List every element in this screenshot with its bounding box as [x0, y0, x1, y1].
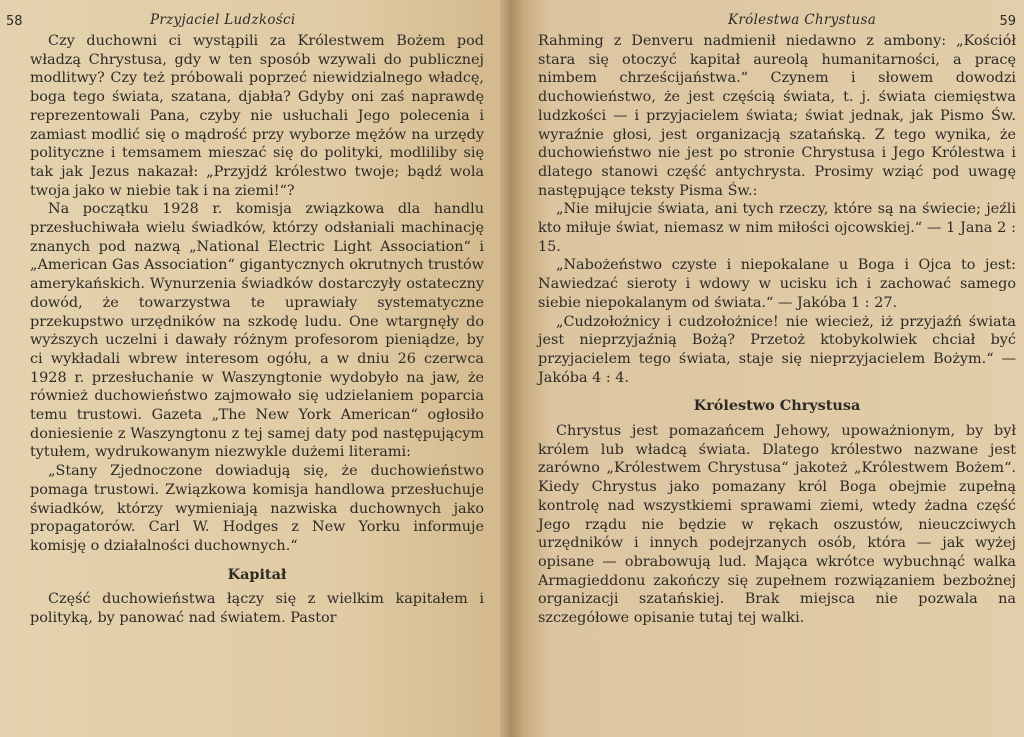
left-page-body: [30, 32, 484, 628]
scripture-quote: „Cudzołożnicy i cudzołożnice! nie wiecież, iż przyjaźń świata jest nieprzyjaźnią Bożą? Przetoż ktobykolwiek chciał być przyjacielem tego świata, staje się nieprzyjacielem Bożym.“ — Jakóba 4 : 4.: [538, 313, 1016, 386]
right-page-header: [538, 6, 1016, 32]
paragraph: Część duchowieństwa łączy się z wielkim kapitałem i polityką, by panować nad światem. Pastor: [30, 591, 484, 627]
right-page: [522, 0, 1024, 737]
section-heading: Królestwo Chrystusa: [693, 397, 861, 415]
page-number-right: 59: [999, 14, 1016, 29]
scripture-quote: „Nie miłujcie świata, ani tych rzeczy, które są na świecie; jeźli kto miłuje świat, niemasz w nim miłości ojcowskiej.“ — 1 Jana 2 : 15.: [538, 201, 1016, 255]
right-page-body: [538, 32, 1016, 628]
section-heading: Kapitał: [227, 565, 287, 583]
left-page-header: [6, 6, 484, 32]
quote-paragraph: „Stany Zjednoczone dowiadują się, że duchowieństwo pomaga trustowi. Związkowa komisja handlowa przesłuchuje świadków, którzy wymieniają nazwiska duchownych jako propagatorów. Carl W. Hodges z New Yorku informuje komisję o działalności duchownych.“: [30, 463, 484, 554]
page-number-left: 58: [6, 14, 23, 29]
book-gutter: [500, 0, 522, 737]
running-title-left: Przyjaciel Ludzkości: [150, 12, 296, 28]
paragraph: Czy duchowni ci wystąpili za Królestwem Bożem pod władzą Chrystusa, gdy w ten sposób wzywali do publicznej modlitwy? Czy też próbowali poprzeć niewidzialnego władcę, boga tego świata, szatana, djabła? Gdyby oni zaś naprawdę reprezentowali Pana, czyby nie usłuchali Jego polecenia i zamiast modlić się o mądrość przy wyborze mężów na urzędy polityczne i temsamem mieszać się do polityki, modliliby się tak jak Jezus nakazał: „Przyjdź królestwo twoje; bądź wola twoja jako w niebie tak i na ziemi!“?: [30, 33, 484, 199]
paragraph: Rahming z Denveru nadmienił niedawno z ambony: „Kościół stara się otoczyć kapitał aureolą humanitarności, a pracę nimbem chrześcijaństwa.“ Czynem i słowem dowodzi duchowieństwo, że jest częścią świata, t. j. świata ciemięstwa ludzkości — i przyjacielem świata; świat jednak, jak Pismo Św. wyraźnie głosi, jest organizacją szatańską. Z tego wynika, że duchowieństwo nie jest po stronie Chrystusa i Jego Królestwa i dlatego stanowi część antychrysta. Prosimy wziąć pod uwagę następujące teksty Pisma Św.:: [538, 33, 1016, 199]
paragraph: Na początku 1928 r. komisja związkowa dla handlu przesłuchiwała wielu świadków, którzy odsłaniali machinację znanych pod nazwą „National Electric Light Association“ i „American Gas Association“ gigantycznych okrutnych trustów amerykańskich. Wynurzenia świadków dostarczyły ostateczny dowód, że towarzystwa te uprawiały systematyczne przekupstwo urzędników na szkodę ludu. One wtargnęły do wyższych uczelni i dawały różnym profesorom pieniądze, by ci wykładali wbrew interesom ogółu, a w dniu 26 czerwca 1928 r. przesłuchanie w Waszyngtonie wydobyło na jaw, że również duchowieństwo zajmowało się udzielaniem poparcia temu trustowi. Gazeta „The New York American“ ogłosiło doniesienie z Waszyngtonu z tej samej daty pod następującym tytułem, wydrukowanym niezwykle dużemi literami:: [30, 201, 484, 461]
paragraph: Chrystus jest pomazańcem Jehowy, upoważnionym, by był królem lub władcą świata. Dlatego królestwo nazwane jest zarówno „Królestwem Chrystusa“ jakoteż „Królestwem Bożem“. Kiedy Chrystus jako pomazany król Boga obejmie zupełną kontrolę nad wszystkiemi sprawami ziemi, wtedy żadna część Jego rządu nie będzie w rękach oszustów, nieuczciwych urzędników i innych podejrzanych osób, która — jak wyżej opisane — obrabowują lud. Mająca wkrótce wybuchnąć walka Armagieddonu zakończy się zupełnem rozwiązaniem bezbożnej organizacji szatańskiej. Brak miejsca nie pozwala na szczegółowe opisanie tutaj tej walki.: [538, 423, 1016, 627]
scripture-quote: „Nabożeństwo czyste i niepokalane u Boga i Ojca to jest: Nawiedzać sieroty i wdowy w ucisku ich i zachować samego siebie niepokalanym od świata.“ — Jakóba 1 : 27.: [538, 257, 1016, 311]
running-title-right: Królestwa Chrystusa: [728, 12, 877, 28]
left-page: [0, 0, 500, 737]
